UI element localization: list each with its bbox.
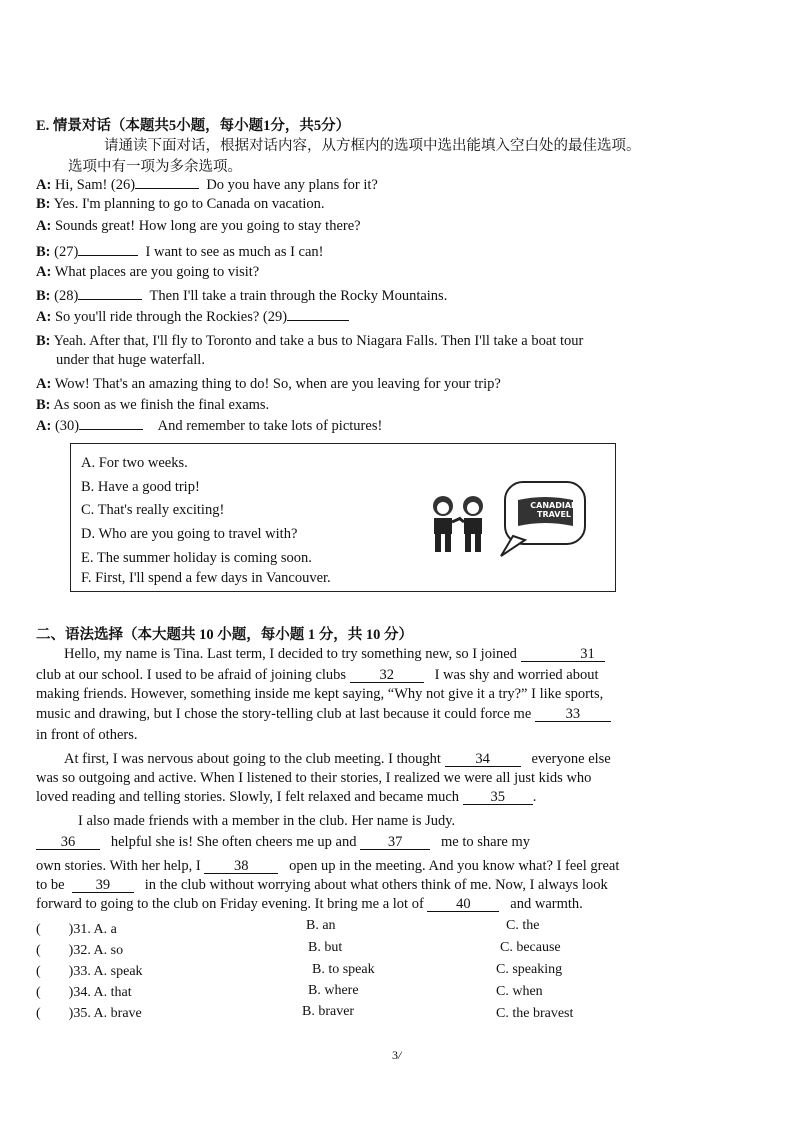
line-text: As soon as we finish the final exams. bbox=[53, 397, 270, 413]
line-text: Sounds great! How long are you going to stay there? bbox=[54, 218, 361, 234]
passage-text: music and drawing, but I chose the story-telling club at last because it could force me bbox=[36, 706, 532, 722]
answer-blank-27[interactable] bbox=[78, 255, 138, 256]
answer-blank-39[interactable] bbox=[72, 878, 134, 893]
line-text: under that huge waterfall. bbox=[56, 352, 205, 368]
passage-text: forward to going to the club on Friday evening. It bring me a lot of bbox=[36, 896, 424, 912]
line-text: And remember to take lots of pictures! bbox=[157, 418, 383, 434]
question-number[interactable]: ( )31. A. a bbox=[36, 922, 117, 937]
answer-blank-29[interactable] bbox=[287, 320, 349, 321]
line-text: Yes. I'm planning to go to Canada on vacation. bbox=[53, 196, 325, 212]
dialogue-line bbox=[36, 196, 325, 213]
section-e-title: E. 情景对话（本题共5小题，每小题1分，共5分） bbox=[36, 118, 351, 134]
passage-line bbox=[36, 858, 619, 875]
dialogue-line bbox=[56, 352, 205, 369]
passage-text: open up in the meeting. And you know what? I feel great bbox=[289, 858, 620, 874]
dialogue-line bbox=[36, 397, 269, 414]
choice-b: B. Have a good trip! bbox=[81, 479, 200, 495]
line-text: (30) bbox=[54, 418, 80, 434]
passage-text: everyone else bbox=[531, 751, 611, 767]
choice-e: E. The summer holiday is coming soon. bbox=[81, 550, 312, 566]
section-e-instruction: 请通读下面对话，根据对话内容，从方框内的选项中选出能填入空白处的最佳选项。 bbox=[104, 138, 641, 154]
choice-c: C. That's really exciting! bbox=[81, 502, 225, 518]
speaker: B: bbox=[36, 244, 51, 260]
option-b[interactable]: B. where bbox=[308, 983, 359, 998]
passage-text: in the club without worrying about what others think of me. Now, I always look bbox=[144, 877, 608, 893]
kids-illustration bbox=[421, 478, 591, 560]
option-b[interactable]: B. to speak bbox=[312, 962, 375, 977]
line-text: What places are you going to visit? bbox=[54, 264, 260, 280]
dialogue-line bbox=[36, 309, 349, 326]
blank-number: 37 bbox=[387, 834, 403, 850]
blank-number: 34 bbox=[475, 751, 490, 767]
speaker: A: bbox=[36, 418, 52, 434]
question-number[interactable]: ( )34. A. that bbox=[36, 985, 132, 1000]
speaker: B: bbox=[36, 333, 51, 349]
passage-line bbox=[36, 834, 530, 851]
blank-number: 35 bbox=[490, 789, 505, 805]
option-c[interactable]: C. because bbox=[500, 940, 561, 955]
passage-line bbox=[36, 667, 598, 684]
line-text: Hi, Sam! (26) bbox=[54, 177, 136, 193]
answer-blank-40[interactable] bbox=[427, 897, 499, 912]
line-text: Do you have any plans for it? bbox=[206, 177, 378, 193]
answer-blank-38[interactable] bbox=[204, 859, 278, 874]
passage-text: and warmth. bbox=[510, 896, 583, 912]
option-c[interactable]: C. the bbox=[506, 918, 540, 933]
blank-number: 32 bbox=[379, 667, 394, 683]
dialogue-line bbox=[36, 264, 259, 281]
choice-f: F. First, I'll spend a few days in Vancouver. bbox=[81, 570, 331, 586]
blank-number: 39 bbox=[95, 877, 111, 893]
option-c[interactable]: C. the bravest bbox=[496, 1006, 574, 1021]
passage-line bbox=[64, 751, 611, 768]
speaker: B: bbox=[36, 196, 51, 212]
line-text: I want to see as much as I can! bbox=[145, 244, 324, 260]
blank-number: 31 bbox=[580, 646, 595, 662]
line-text: Yeah. After that, I'll fly to Toronto and take a bus to Niagara Falls. Then I'll take a boat tour bbox=[53, 333, 584, 349]
passage-line bbox=[36, 706, 611, 723]
speaker: A: bbox=[36, 218, 52, 234]
passage-text: own stories. With her help, I bbox=[36, 858, 201, 874]
choice-a: A. For two weeks. bbox=[81, 455, 188, 471]
blank-number: 40 bbox=[456, 896, 471, 912]
page-number bbox=[392, 1048, 401, 1063]
speaker: B: bbox=[36, 288, 51, 304]
section-e-instruction-2: 选项中有一项为多余选项。 bbox=[68, 159, 242, 175]
bubble-text: CANADIAN TRAVEL bbox=[530, 501, 578, 519]
answer-blank-32[interactable] bbox=[350, 668, 424, 683]
dialogue-line bbox=[36, 218, 361, 235]
question-number[interactable]: ( )33. A. speak bbox=[36, 964, 143, 979]
dialogue-line bbox=[36, 333, 583, 350]
dialogue-line bbox=[36, 376, 501, 393]
line-text: (27) bbox=[54, 244, 79, 260]
passage-line bbox=[36, 877, 608, 894]
passage-text: me to share my bbox=[441, 834, 530, 850]
line-text: So you'll ride through the Rockies? (29) bbox=[54, 309, 288, 325]
answer-blank-31[interactable] bbox=[521, 647, 605, 662]
answer-blank-37[interactable] bbox=[360, 835, 430, 850]
passage-line: making friends. However, something inside me kept saying, “Why not give it a try?” I like sports, bbox=[36, 686, 604, 702]
speaker: B: bbox=[36, 397, 51, 413]
speech-bubble-icon bbox=[501, 482, 585, 556]
answer-blank-34[interactable] bbox=[445, 752, 521, 767]
option-c[interactable]: C. when bbox=[496, 984, 543, 999]
section-2-title: 二、语法选择（本大题共 10 小题，每小题 1 分，共 10 分） bbox=[36, 627, 413, 643]
passage-text: helpful she is! She often cheers me up and bbox=[110, 834, 357, 850]
passage-text: At first, I was nervous about going to the club meeting. I thought bbox=[64, 751, 441, 767]
passage-line: in front of others. bbox=[36, 727, 138, 743]
answer-blank-35[interactable] bbox=[463, 790, 533, 805]
passage-text: I was shy and worried about bbox=[434, 667, 599, 683]
answer-blank-26[interactable] bbox=[135, 188, 199, 189]
answer-blank-28[interactable] bbox=[78, 299, 142, 300]
page-number-text: 3 bbox=[392, 1048, 398, 1062]
passage-line: was so outgoing and active. When I listened to their stories, I realized we were all just kids who bbox=[36, 770, 592, 786]
dialogue-line bbox=[36, 244, 324, 261]
option-b[interactable]: B. braver bbox=[302, 1004, 355, 1019]
option-b[interactable]: B. an bbox=[306, 918, 336, 933]
question-number[interactable]: ( )35. A. brave bbox=[36, 1006, 142, 1021]
option-b[interactable]: B. but bbox=[308, 940, 343, 955]
speaker: A: bbox=[36, 177, 52, 193]
passage-line bbox=[36, 896, 583, 913]
page-mark-icon: / bbox=[398, 1048, 402, 1062]
dialogue-line bbox=[36, 177, 378, 194]
passage-line: I also made friends with a member in the club. Her name is Judy. bbox=[78, 813, 456, 829]
line-text: Wow! That's an amazing thing to do! So, when are you leaving for your trip? bbox=[54, 376, 501, 392]
blank-number: 33 bbox=[565, 706, 581, 722]
choice-d: D. Who are you going to travel with? bbox=[81, 526, 298, 542]
passage-line: loved reading and telling stories. Slowly, I felt relaxed and became much 35 . bbox=[36, 789, 537, 805]
answer-blank-30[interactable] bbox=[79, 429, 143, 430]
passage-line bbox=[64, 646, 605, 663]
speaker: A: bbox=[36, 309, 52, 325]
line-text: Then I'll take a train through the Rocky Mountains. bbox=[149, 288, 448, 304]
blank-number: 38 bbox=[234, 858, 249, 874]
question-number[interactable]: ( )32. A. so bbox=[36, 943, 124, 958]
dialogue-line bbox=[36, 288, 447, 305]
kid-left-icon bbox=[433, 496, 461, 552]
answer-blank-33[interactable] bbox=[535, 707, 611, 722]
blank-number: 36 bbox=[60, 834, 76, 850]
passage-text: to be bbox=[36, 877, 65, 893]
choices-box bbox=[70, 443, 616, 592]
answer-blank-36[interactable] bbox=[36, 835, 100, 850]
dialogue-line bbox=[36, 418, 382, 435]
speaker: A: bbox=[36, 264, 52, 280]
kid-right-icon bbox=[459, 496, 483, 552]
passage-text: Hello, my name is Tina. Last term, I decided to try something new, so I joined bbox=[64, 646, 517, 662]
option-c[interactable]: C. speaking bbox=[496, 962, 563, 977]
passage-text: club at our school. I used to be afraid of joining clubs bbox=[36, 667, 347, 683]
passage-text: loved reading and telling stories. Slowly, I felt relaxed and became much bbox=[36, 789, 460, 805]
speaker: A: bbox=[36, 376, 52, 392]
line-text: (28) bbox=[54, 288, 79, 304]
